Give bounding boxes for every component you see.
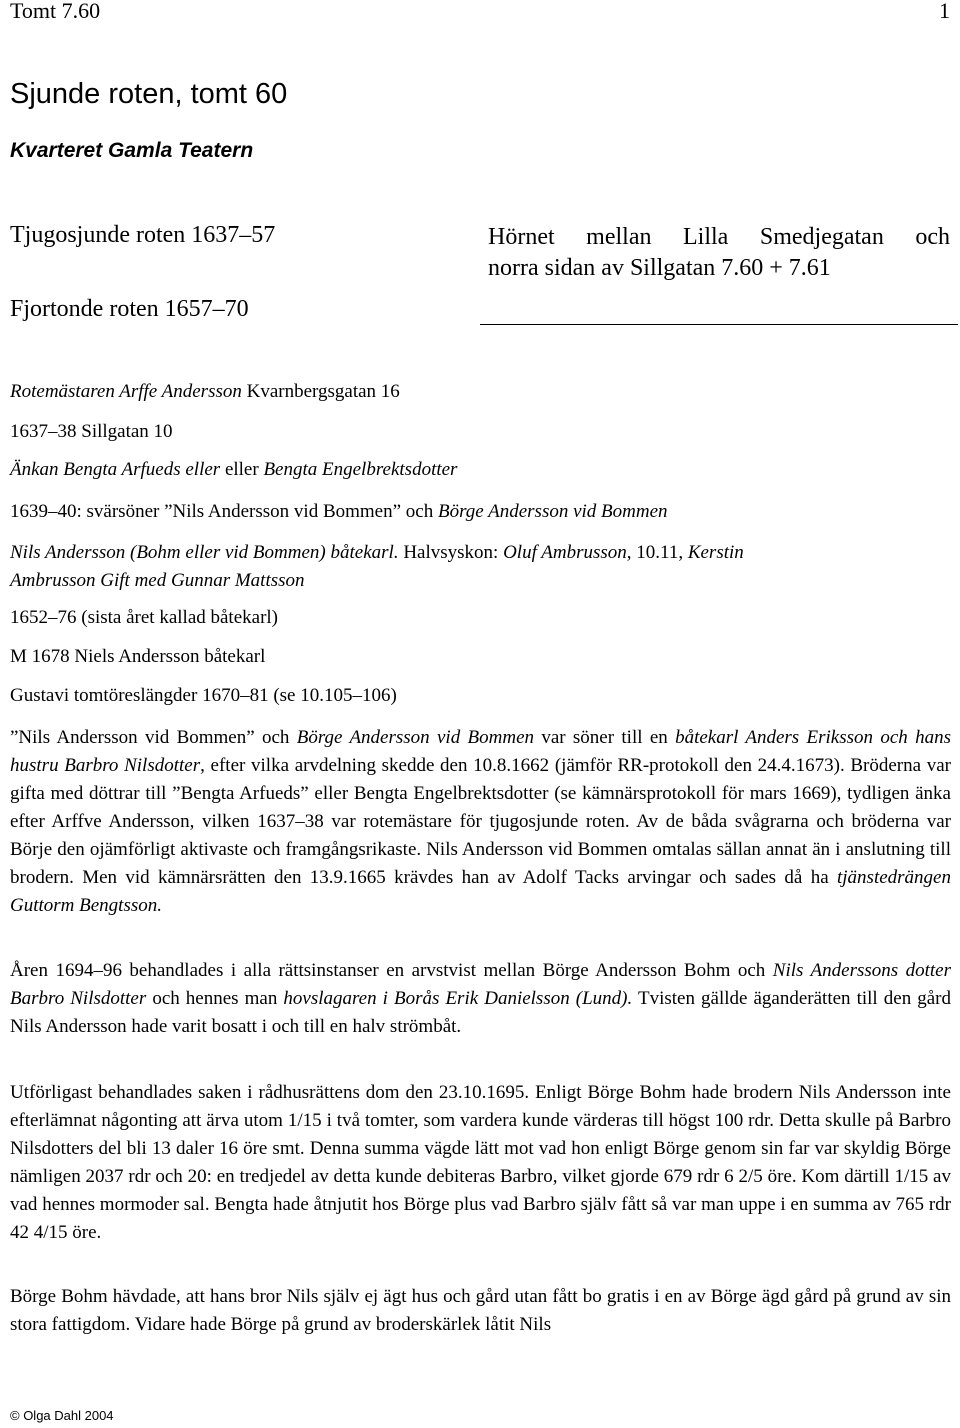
header-divider xyxy=(480,324,958,325)
paragraph-2: Åren 1694–96 behandlades i alla rättsinstanser en arvstvist mellan Börge Andersson Bohm och Nils Anderssons dotter Barbro Nilsdotter och hennes man hovslagaren i Borås Erik Danielsson (Lund). Tvisten gällde äganderätten till den gård Nils Andersson hade varit bosatt i och till en halv strömbåt. xyxy=(10,960,952,1037)
page-header-left: Tomt 7.60 xyxy=(10,0,101,23)
entry-m1678: M 1678 Niels Andersson båtekarl xyxy=(10,646,266,667)
page-subtitle: Kvarteret Gamla Teatern xyxy=(10,139,254,162)
page-title: Sjunde roten, tomt 60 xyxy=(10,78,288,110)
entry-1652: 1652–76 (sista året kallad båtekarl) xyxy=(10,607,279,628)
paragraph-4: Börge Bohm hävdade, att hans bror Nils själv ej ägt hus och gård utan fått bo gratis i en av Börge ägd gård på grund av sin stora fattigdom. Vidare hade Börge på grund av broderskärlek låtit Nils xyxy=(10,1286,951,1335)
entry-rotemastaren: Rotemästaren Arffe Andersson Kvarnbergsgatan 16 xyxy=(10,381,400,402)
location-line-2: norra sidan av Sillgatan 7.60 + 7.61 xyxy=(488,255,831,281)
roten-line-1: Tjugosjunde roten 1637–57 xyxy=(10,222,276,248)
entry-svarsoner: 1639–40: svärsöner ”Nils Andersson vid Bommen” och Börge Andersson vid Bommen xyxy=(10,501,668,522)
entry-nils-andersson: Nils Andersson (Bohm eller vid Bommen) båtekarl. Halvsyskon: Oluf Ambrusson, 10.11, Kerstin Ambrusson Gift med Gunnar Mattsson xyxy=(10,542,744,591)
entry-ankan: Änkan Bengta Arfueds eller eller Bengta Engelbrektsdotter xyxy=(10,459,458,480)
paragraph-1: ”Nils Andersson vid Bommen” och Börge Andersson vid Bommen var söner till en båtekarl Anders Eriksson och hans hustru Barbro Nilsdotter, efter vilka arvdelning skedde den 10.8.1662 (jämför RR-protokoll den 24.4.1673). Bröderna var gifta med döttrar till ”Bengta Arfueds” eller Bengta Engelbrektsdotter (se kämnärsprotokoll för mars 1669), tydligen änka efter Arffve Andersson, vilken 1637–38 var rotemästare för tjugosjunde roten. Av de båda svågrarna och bröderna var Börje den ojämförligt aktivaste och framgångsrikaste. Nils Andersson vid Bommen omtalas sällan annat än i anslutning till brodern. Men vid kämnärsrätten den 13.9.1665 krävdes han av Adolf Tacks arvingar och sades då ha tjänstedrängen Guttorm Bengtsson. xyxy=(10,727,951,916)
roten-line-2: Fjortonde roten 1657–70 xyxy=(10,296,249,322)
entry-gustavi: Gustavi tomtöreslängder 1670–81 (se 10.105–106) xyxy=(10,685,397,706)
page-number: 1 xyxy=(939,0,950,23)
entry-sillgatan: 1637–38 Sillgatan 10 xyxy=(10,421,173,442)
location-description xyxy=(488,222,950,284)
paragraph-3: Utförligast behandlades saken i rådhusrättens dom den 23.10.1695. Enligt Börge Bohm hade brodern Nils Andersson inte efterlämnat någonting att ärva utom 1/15 i två tomter, som vardera kunde värderas till högst 100 rdr. Detta skulle på Barbro Nilsdotters del bli 13 daler 16 öre smt. Denna summa vägde lätt mot vad hon enligt Börge genom sin far var skyldig Börge nämligen 2037 rdr och 20: en tredjedel av detta kunde debiteras Barbro, vilket gjorde 679 rdr 6 2/5 öre. Kom därtill 1/15 av vad hennes mormoder sal. Bengta hade åtnjutit hos Börge plus vad Barbro själv fått så var man uppe i en summa av 765 rdr 42 4/15 öre. xyxy=(10,1082,951,1243)
copyright-footer: © Olga Dahl 2004 xyxy=(10,1408,114,1423)
location-line-1: Hörnet mellan Lilla Smedjegatan och xyxy=(488,224,950,250)
